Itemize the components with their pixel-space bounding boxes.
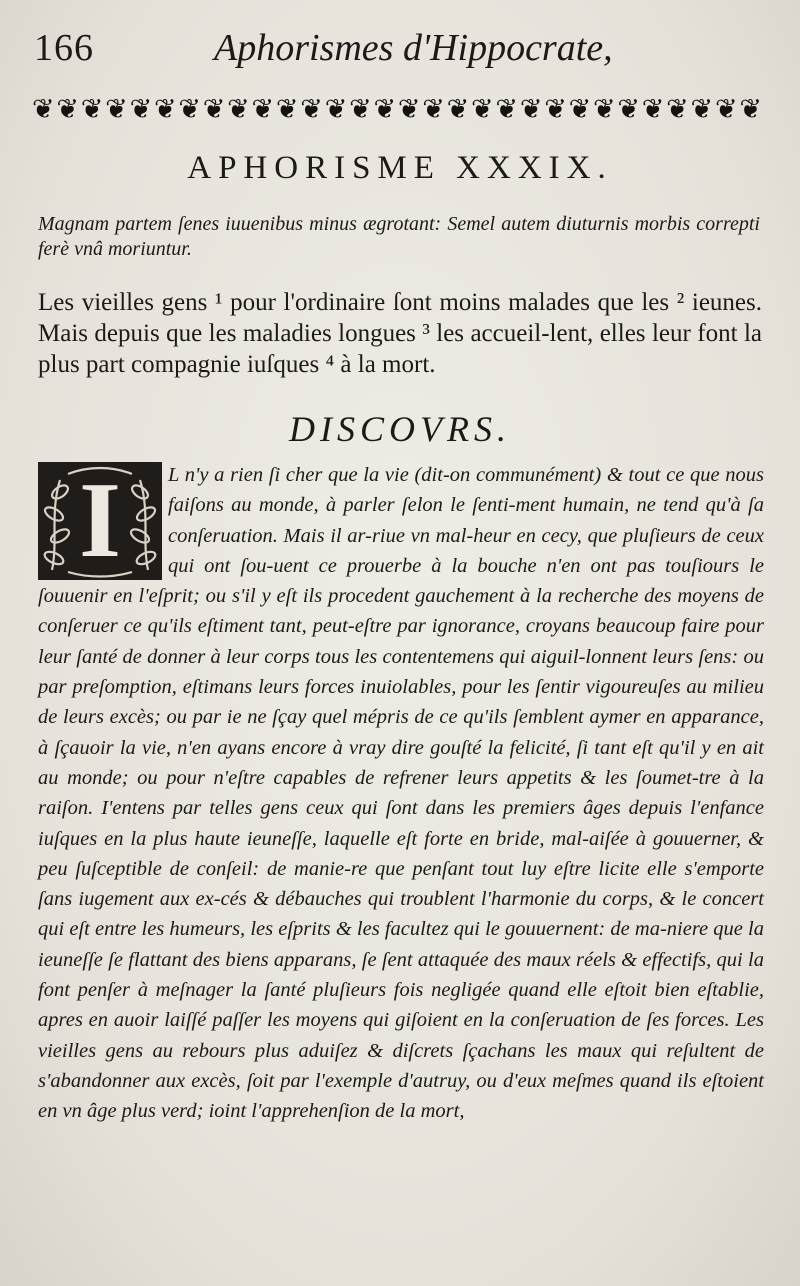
fleuron-icon: ❦ <box>446 93 470 125</box>
discours-paragraph: L n'y a rien ſi cher que la vie (dit-on communément) & tout ce que nous faiſons au monde, à parler ſelon le ſenti-ment humain, ne tend qu'à ſa conſeruation. Mais il ar-riue vn mal-heur en cecy, que pluſieurs de ceux qui ont ſou-uent ce prouerbe à la bouche n'en ont pas touſiours le ſouuenir en l'eſprit; ou s'il y eſt ils procedent gauchement à la recherche des moyens de conſeruer ce qu'ils eſtiment tant, peut-eſtre par ignorance, croyans beaucoup faire pour leur ſanté de donner à leur corps tous les contentemens qui aiguil-lonnent leurs ſens: ou par preſomption, eſtimans leurs forces inuiolables, pour les ſentir vigoureuſes au milieu de leurs excès; ou par ie ne ſçay quel mépris de ce qu'ils ſemblent aymer en apparance, à ſçauoir la vie, n'en ayans encore à vray dire gouſté la felicité, ſi tant eſt qu'il y en ait au monde; ou pour n'eſtre capables de refrener leurs appetits & les ſoumet-tre à la raiſon. I'entens par telles gens ceux qui ſont dans les premiers âges depuis l'enfance iuſques en la plus haute ieuneſſe, laquelle eſt forte en bride, mal-aiſée à gouuerner, & peu ſuſceptible de conſeil: de manie-re que penſant tout luy eſtre licite elle s'emporte ſans iugement aux ex-cés & débauches qui troublent l'harmonie du corps, & le concert qui eſt entre les humeurs, les eſprits & les facultez qui le gouuernent: de ma-niere que la ieuneſſe ſe flattant des biens apparans, ſe ſent attaquée des maux réels & effectifs, qui la font penſer à meſnager la ſanté pluſieurs fois negligée quand elle eſtoit bien eſtablie, apres en auoir laiſſé paſſer les moyens qui giſoient en la conſeruation de ſes forces. Les vieilles gens au rebours plus aduiſez & diſcrets ſçachans les maux qui reſultent de s'abandonner aux excès, ſoit par l'exemple d'autruy, ou d'eux meſmes quand ils eſtoient en vn âge plus verd; ioint l'apprehenſion de la mort, <box>38 464 764 1123</box>
fleuron-icon: ❦ <box>568 93 592 125</box>
latin-aphorism-text: Magnam partem ſenes iuuenibus minus ægrotant: Semel autem diuturnis morbis correpti ferè vnâ moriuntur. <box>38 213 760 260</box>
fleuron-icon: ❦ <box>422 93 445 125</box>
fleuron-icon: ❦ <box>349 93 372 125</box>
fleuron-icon: ❦ <box>592 93 616 125</box>
fleuron-icon: ❦ <box>714 93 738 125</box>
initial-letter: I <box>78 462 122 580</box>
fleuron-icon: ❦ <box>129 93 153 125</box>
fleuron-icon: ❦ <box>641 93 665 125</box>
running-head: Aphorismes d'Hippocrate, <box>214 27 613 69</box>
fleuron-icon: ❦ <box>105 93 128 125</box>
fleuron-icon: ❦ <box>617 93 640 125</box>
page-number: 166 <box>34 27 94 69</box>
fleuron-icon: ❦ <box>251 93 275 125</box>
fleuron-icon: ❦ <box>739 93 762 125</box>
fleuron-ornament-band <box>32 86 762 132</box>
fleuron-icon: ❦ <box>202 93 226 125</box>
fleuron-icon: ❦ <box>495 93 519 125</box>
fleuron-icon: ❦ <box>153 93 177 125</box>
page-header <box>34 20 774 70</box>
fleuron-icon: ❦ <box>373 93 397 125</box>
fleuron-icon: ❦ <box>690 93 714 125</box>
fleuron-icon: ❦ <box>544 93 567 125</box>
fleuron-icon: ❦ <box>471 93 494 125</box>
fleuron-icon: ❦ <box>300 93 323 125</box>
fleuron-icon: ❦ <box>32 93 55 125</box>
discours-heading: DISCOVRS. <box>289 409 511 449</box>
fleuron-icon: ❦ <box>324 93 348 125</box>
aphorism-title: APHORISME XXXIX. <box>187 150 613 186</box>
discours-body <box>38 460 764 1260</box>
french-translation-text: Les vieilles gens ¹ pour l'ordinaire ſont moins malades que les ² ieunes. Mais depuis que les maladies longues ³ les accueil-lent, elles leur font la plus part compagnie iuſques ⁴ à la mort. <box>38 289 762 378</box>
fleuron-icon: ❦ <box>519 93 543 125</box>
fleuron-icon: ❦ <box>56 93 80 125</box>
fleuron-icon: ❦ <box>80 93 104 125</box>
fleuron-icon: ❦ <box>666 93 689 125</box>
fleuron-icon: ❦ <box>397 93 421 125</box>
fleuron-icon: ❦ <box>178 93 201 125</box>
fleuron-icon: ❦ <box>275 93 299 125</box>
fleuron-icon: ❦ <box>227 93 250 125</box>
